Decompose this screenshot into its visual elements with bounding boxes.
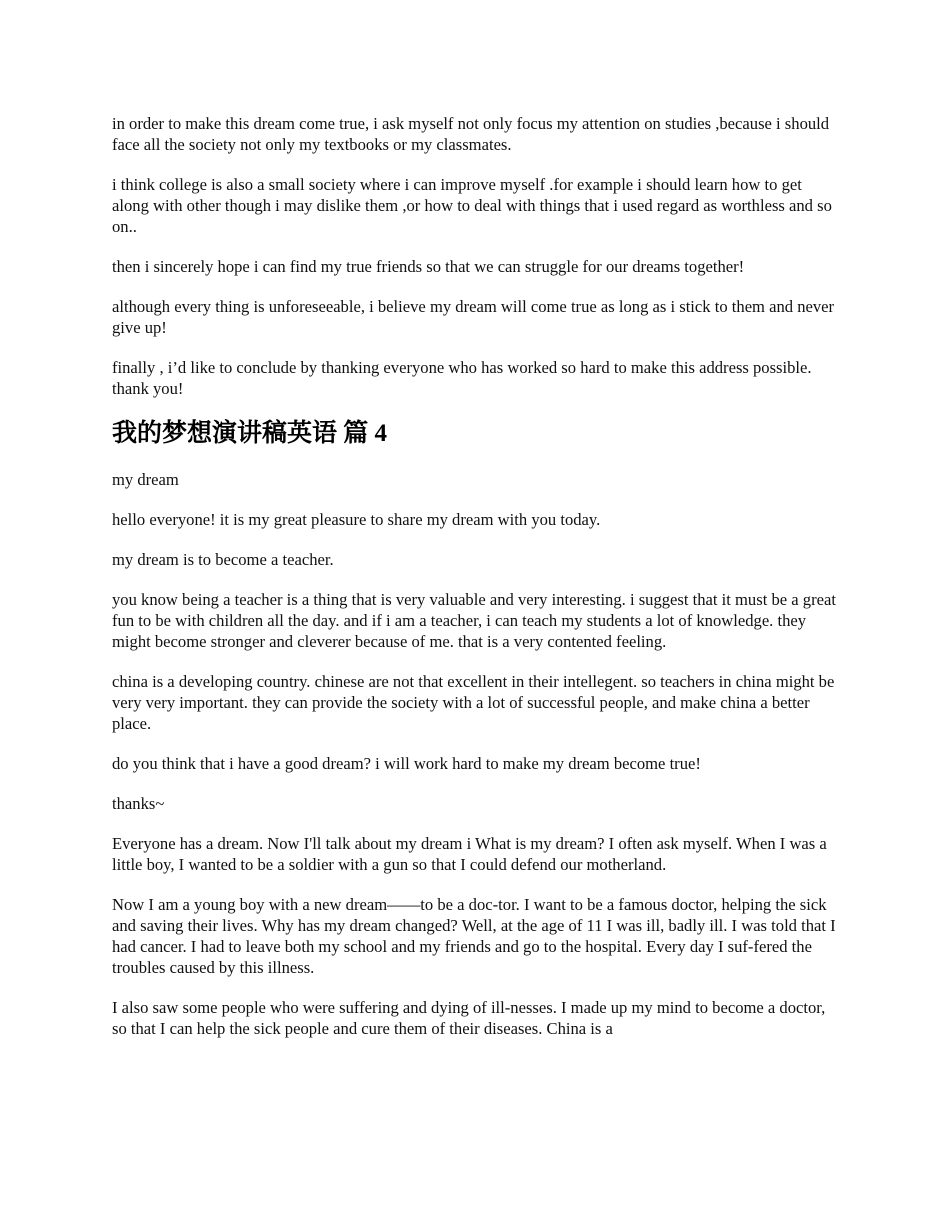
paragraph: in order to make this dream come true, i ask myself not only focus my attention on studies ,because i should face all the society not only my textbooks or my classmates. (112, 114, 830, 154)
paragraph: Everyone has a dream. Now I'll talk about my dream i What is my dream? I often ask myself. When I was a little boy, I wanted to be a soldier with a gun so that I could defend our motherland. (112, 834, 827, 874)
paragraph: you know being a teacher is a thing that is very valuable and very interesting. i suggest that it must be a great fun to be with children all the day. and if i am a teacher, i can teach my students a lot of knowledge. they might become stronger and cleverer because of me. that is a very contented feeling. (112, 590, 836, 651)
paragraph: although every thing is unforeseeable, i believe my dream will come true as long as i stick to them and never give up! (112, 297, 835, 337)
paragraph: my dream is to become a teacher. (112, 550, 334, 569)
section-heading: 我的梦想演讲稿英语 篇 4 (112, 420, 388, 447)
paragraph: i think college is also a small society where i can improve myself .for example i should learn how to get along with other though i may dislike them ,or how to deal with things that i used regard as worthless and so on.. (112, 175, 832, 236)
paragraph: china is a developing country. chinese are not that excellent in their intellegent. so teachers in china might be very very important. they can provide the society with a lot of successful people, and make china a better place. (112, 672, 835, 733)
paragraph: Now I am a young boy with a new dream——to be a doc-tor. I want to be a famous doctor, helping the sick and saving their lives. Why has my dream changed? Well, at the age of 11 I was ill, badly ill. I was told that I had cancer. I had to leave both my school and my friends and go to the hospital. Every day I suf-fered the troubles caused by this illness. (112, 895, 836, 977)
paragraph: then i sincerely hope i can find my true friends so that we can struggle for our dreams together! (112, 257, 745, 276)
paragraph: hello everyone! it is my great pleasure to share my dream with you today. (112, 510, 601, 529)
paragraph: do you think that i have a good dream? i will work hard to make my dream become true! (112, 754, 701, 773)
paragraph: finally , i’d like to conclude by thanking everyone who has worked so hard to make this address possible. thank you! (112, 358, 812, 398)
paragraph: my dream (112, 470, 179, 489)
document-page (112, 113, 836, 1058)
paragraph: thanks~ (112, 794, 165, 813)
paragraph: I also saw some people who were suffering and dying of ill-nesses. I made up my mind to become a doctor, so that I can help the sick people and cure them of their diseases. China is a (112, 998, 826, 1038)
